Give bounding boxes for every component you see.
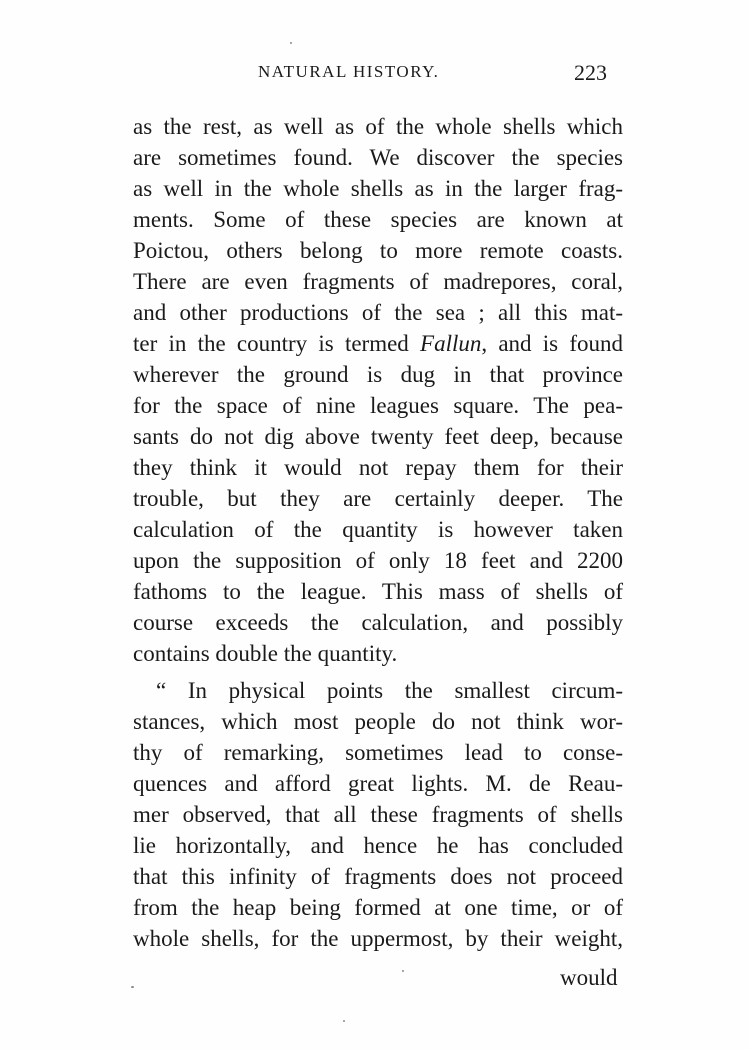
catchword: would: [560, 965, 618, 990]
text-line: from the heap being formed at one time, or of: [133, 895, 623, 920]
page-number: 223: [574, 60, 607, 85]
text-line: mer observed, that all these fragments of shells: [133, 802, 623, 827]
text-line: ments. Some of these species are known at: [133, 207, 623, 232]
text-line: stances, which most people do not think wor-: [133, 709, 623, 734]
text-line: as well in the whole shells as in the larger frag-: [133, 176, 623, 201]
text-line: are sometimes found. We discover the species: [133, 145, 623, 170]
text-line: “ In physical points the smallest circum-: [156, 678, 623, 703]
text-line: sants do not dig above twenty feet deep, because: [133, 424, 623, 449]
text-line: ter in the country is termed Fallun, and is found: [133, 331, 623, 356]
text-line: contains double the quantity.: [133, 641, 398, 666]
paper-speck: [290, 42, 292, 44]
text-line: trouble, but they are certainly deeper. The: [133, 486, 623, 511]
text-line: lie horizontally, and hence he has concluded: [133, 833, 623, 858]
text-line: for the space of nine leagues square. The pea-: [133, 393, 623, 418]
text-line: whole shells, for the uppermost, by their weight,: [133, 926, 623, 951]
text-line: as the rest, as well as of the whole shells which: [133, 114, 623, 139]
paper-speck: [402, 970, 404, 972]
text-line: There are even fragments of madrepores, coral,: [133, 269, 623, 294]
text-line: that this infinity of fragments does not proceed: [133, 864, 623, 889]
text-line: wherever the ground is dug in that province: [133, 362, 623, 387]
paper-speck: [343, 1020, 345, 1022]
text-line: calculation of the quantity is however taken: [133, 517, 623, 542]
text-line: upon the supposition of only 18 feet and 2200: [133, 548, 623, 573]
text-line: course exceeds the calculation, and possibly: [133, 610, 623, 635]
running-head: NATURAL HISTORY.: [258, 62, 440, 81]
text-line: fathoms to the league. This mass of shells of: [133, 579, 623, 604]
italic-term: Fallun: [420, 331, 482, 356]
paper-speck: [131, 986, 134, 988]
text-line: Poictou, others belong to more remote coasts.: [133, 238, 623, 263]
text-line: thy of remarking, sometimes lead to conse-: [133, 740, 623, 765]
text-line: and other productions of the sea ; all this mat-: [133, 300, 623, 325]
text-line: quences and afford great lights. M. de Reau-: [133, 771, 623, 796]
text-line: they think it would not repay them for their: [133, 455, 623, 480]
